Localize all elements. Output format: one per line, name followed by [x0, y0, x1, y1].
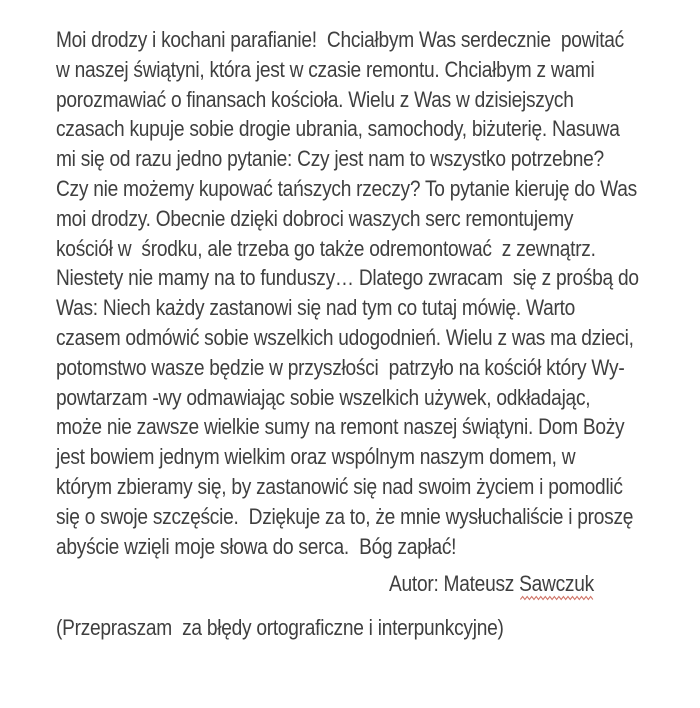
text-line: powtarzam -wy odmawiając sobie wszelkich używek, odkładając, — [56, 384, 591, 410]
text-line: czasach kupuje sobie drogie ubrania, samochody, biżuterię. Nasuwa — [56, 116, 620, 142]
text-line: moi drodzy. Obecnie dzięki dobroci waszych serc remontujemy — [56, 205, 574, 231]
text-line: w naszej świątyni, która jest w czasie remontu. Chciałbym z wami — [56, 56, 595, 82]
spellcheck-squiggle — [520, 596, 593, 600]
apology-note: (Przepraszam za błędy ortograficzne i interpunkcyjne) — [56, 615, 504, 640]
text-line: się o swoje szczęście. Dziękuje za to, że mnie wysłuchaliście i proszę — [56, 503, 634, 529]
text-line: czasem odmówić sobie wszelkich udogodnień. Wielu z was ma dzieci, — [56, 324, 634, 350]
document-body-text — [56, 25, 700, 561]
text-line: Niestety nie mamy na to funduszy… Dlatego zwracam się z prośbą do — [56, 265, 639, 291]
text-line: Czy nie możemy kupować tańszych rzeczy? To pytanie kieruję do Was — [56, 175, 637, 201]
text-line: jest bowiem jednym wielkim oraz wspólnym naszym domem, w — [56, 444, 576, 470]
misspelled-word[interactable] — [519, 569, 594, 599]
author-label: Autor: Mateusz — [389, 571, 520, 596]
text-line: kościół w środku, ale trzeba go także odremontować z zewnątrz. — [56, 235, 596, 261]
author-line — [389, 569, 594, 599]
text-line: którym zbieramy się, by zastanowić się nad swoim życiem i pomodlić — [56, 473, 623, 499]
text-line: może nie zawsze wielkie sumy na remont naszej świątyni. Dom Boży — [56, 414, 625, 440]
text-line: Was: Niech każdy zastanowi się nad tym co tutaj mówię. Warto — [56, 295, 576, 321]
text-line: porozmawiać o finansach kościoła. Wielu z Was w dzisiejszych — [56, 86, 574, 112]
text-line: potomstwo wasze będzie w przyszłości patrzyło na kościół który Wy- — [56, 354, 625, 380]
text-line: abyście wzięli moje słowa do serca. Bóg zapłać! — [56, 533, 457, 559]
text-line: Moi drodzy i kochani parafianie! Chciałbym Was serdecznie powitać — [56, 27, 624, 52]
misspelled-word-text: Sawczuk — [519, 571, 594, 596]
text-line: mi się od razu jedno pytanie: Czy jest nam to wszystko potrzebne? — [56, 146, 604, 172]
